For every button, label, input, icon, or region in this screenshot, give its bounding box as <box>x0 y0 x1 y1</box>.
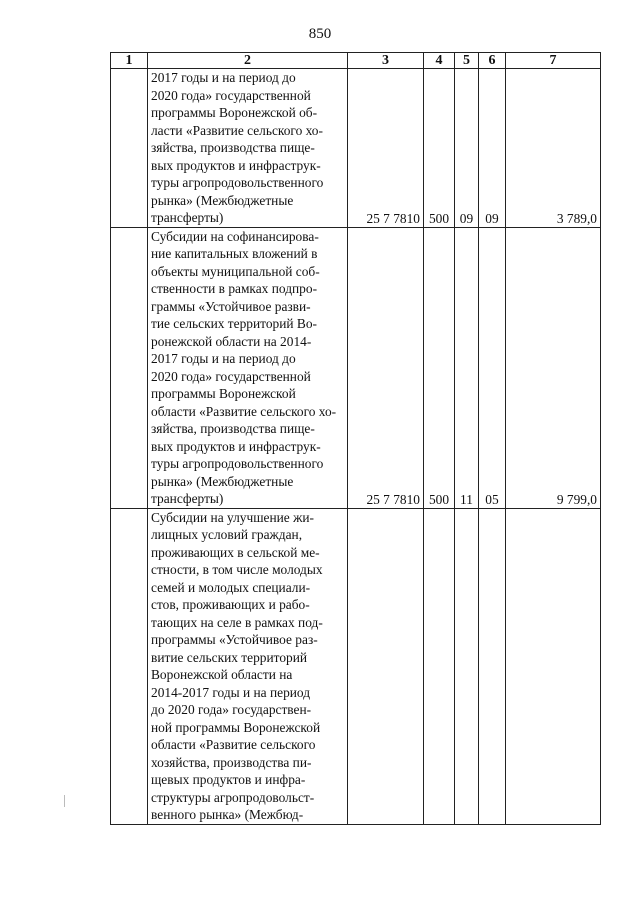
description-text: Субсидии на улучшение жи- лищных условий граждан, проживающих в сельской ме- стности, в том числе молодых семей и молодых специали- стов, проживающих и рабо- тающих на селе в рамках под- программы «Устойчивое раз- витие сельских территорий Воронежской области на 2014-2017 годы и на период до 2020 года» государствен- ной программы Воронежской области «Развитие сельского хозяйства, производства пи- щевых продуктов и инфра- структуры агропродовольст- венного рынка» (Межбюд- <box>151 509 323 822</box>
code-cell <box>348 508 424 824</box>
col-header-6: 6 <box>479 53 506 69</box>
section-cell: 09 <box>455 69 479 228</box>
expense-type-cell: 500 <box>424 69 455 228</box>
page-number: 850 <box>308 26 332 42</box>
section-cell <box>455 508 479 824</box>
scan-artifact <box>64 795 65 807</box>
description-text: Субсидии на софинансирова- ние капитальных вложений в объекты муниципальной соб- ственности в рамках подпро- граммы «Устойчивое разви- тие сельских территорий Во- ронежской области на 2014- 2017 годы и на период до 2020 года» государственной программы Воронежской области «Развитие сельского хо- зяйства, производства пище- вых продуктов и инфраструк- туры агропродовольственного рынка» (Межбюджетные трансферты) <box>151 228 337 506</box>
budget-table <box>110 52 601 825</box>
row-index-cell <box>111 69 148 228</box>
col-header-7: 7 <box>506 53 601 69</box>
amount-cell: 3 789,0 <box>506 69 601 228</box>
expense-type-cell <box>424 508 455 824</box>
col-header-5: 5 <box>455 53 479 69</box>
col-header-2: 2 <box>148 53 348 69</box>
table-row <box>111 69 601 228</box>
subsection-cell <box>479 508 506 824</box>
col-header-3: 3 <box>348 53 424 69</box>
table-row <box>111 227 601 508</box>
header-row <box>111 53 601 69</box>
code-cell: 25 7 7810 <box>348 69 424 228</box>
row-index-cell <box>111 508 148 824</box>
subsection-cell: 05 <box>479 227 506 508</box>
description-cell <box>148 227 348 508</box>
amount-cell: 9 799,0 <box>506 227 601 508</box>
row-index-cell <box>111 227 148 508</box>
amount-cell <box>506 508 601 824</box>
description-cell <box>148 69 348 228</box>
subsection-cell: 09 <box>479 69 506 228</box>
description-text: 2017 годы и на период до 2020 года» государственной программы Воронежской об- ласти «Развитие сельского хо- зяйства, производства пище- вых продуктов и инфраструк- туры агропродовольственного рынка» (Межбюджетные трансферты) <box>151 70 324 225</box>
col-header-4: 4 <box>424 53 455 69</box>
col-header-1: 1 <box>111 53 148 69</box>
section-cell: 11 <box>455 227 479 508</box>
table-row <box>111 508 601 824</box>
code-cell: 25 7 7810 <box>348 227 424 508</box>
expense-type-cell: 500 <box>424 227 455 508</box>
description-cell <box>148 508 348 824</box>
